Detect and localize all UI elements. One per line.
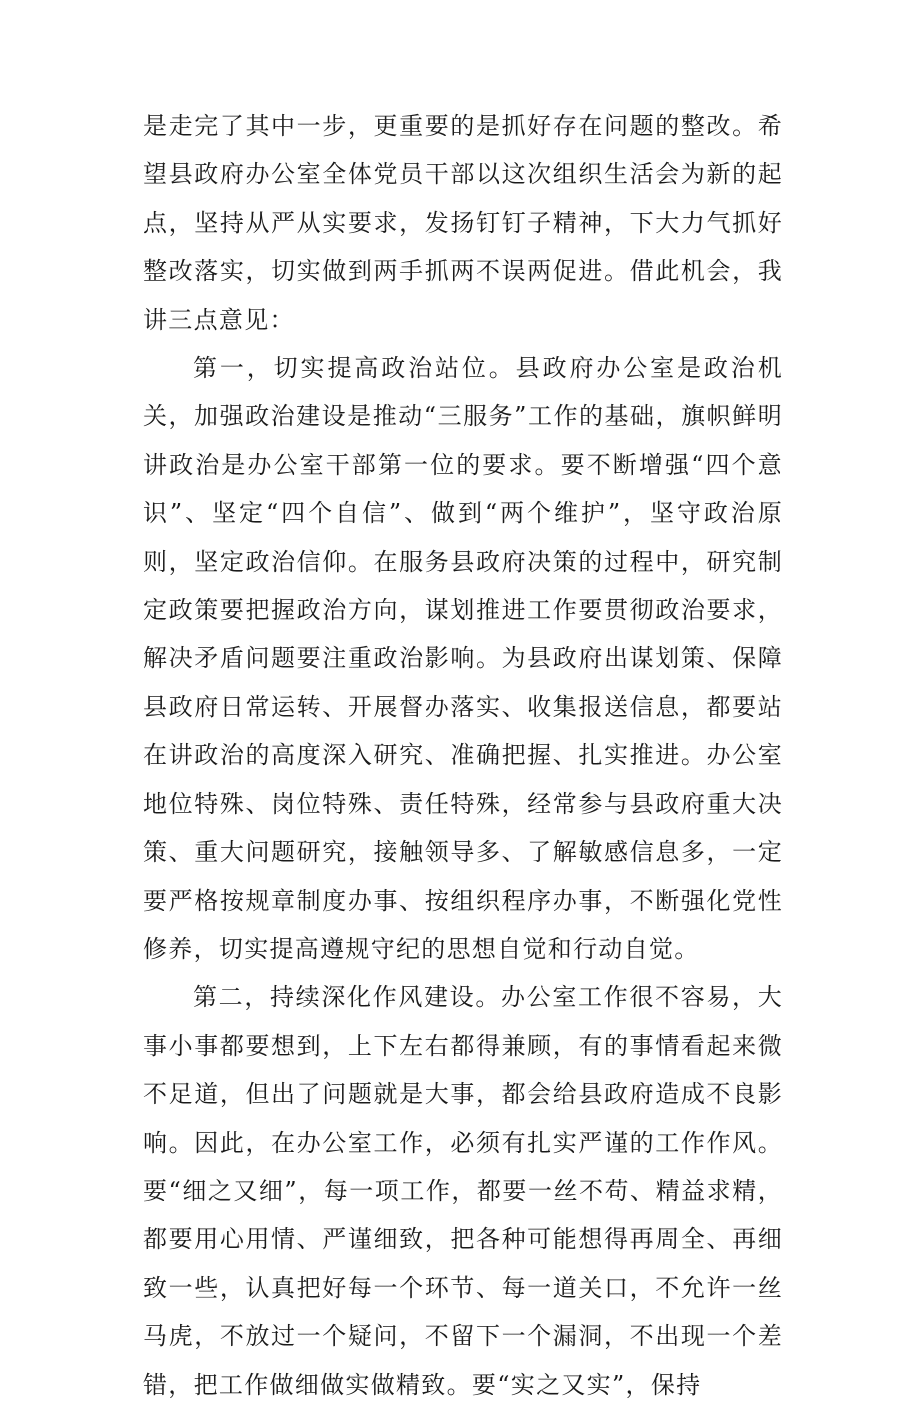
paragraph-political-stance: 第一，切实提高政治站位。县政府办公室是政治机关，加强政治建设是推动“三服务”工作的基础，旗帜鲜明讲政治是办公室干部第一位的要求。要不断增强“四个意识”、坚定“四个自信”、做到“两个维护”，坚守政治原则，坚定政治信仰。在服务县政府决策的过程中，研究制定政策要把握政治方向，谋划推进工作要贯彻政治要求，解决矛盾问题要注重政治影响。为县政府出谋划策、保障县政府日常运转、开展督办落实、收集报送信息，都要站在讲政治的高度深入研究、准确把握、扎实推进。办公室地位特殊、岗位特殊、责任特殊，经常参与县政府重大决策、重大问题研究，接触领导多、了解敏感信息多，一定要严格按规章制度办事、按组织程序办事，不断强化党性修养，切实提高遵规守纪的思想自觉和行动自觉。	[143, 354, 783, 963]
document-body	[143, 102, 783, 1409]
paragraph-continuation: 是走完了其中一步，更重要的是抓好存在问题的整改。希望县政府办公室全体党员干部以这次组织生活会为新的起点，坚持从严从实要求，发扬钉钉子精神，下大力气抓好整改落实，切实做到两手抓两不误两促进。借此机会，我讲三点意见：	[143, 112, 783, 334]
paragraph-work-style: 第二，持续深化作风建设。办公室工作很不容易，大事小事都要想到，上下左右都得兼顾，有的事情看起来微不足道，但出了问题就是大事，都会给县政府造成不良影响。因此，在办公室工作，必须有扎实严谨的工作作风。要“细之又细”，每一项工作，都要一丝不苟、精益求精，都要用心用情、严谨细致，把各种可能想得再周全、再细致一些，认真把好每一个环节、每一道关口，不允许一丝马虎，不放过一个疑问，不留下一个漏洞，不出现一个差错，把工作做细做实做精致。要“实之又实”，保持	[143, 983, 783, 1399]
